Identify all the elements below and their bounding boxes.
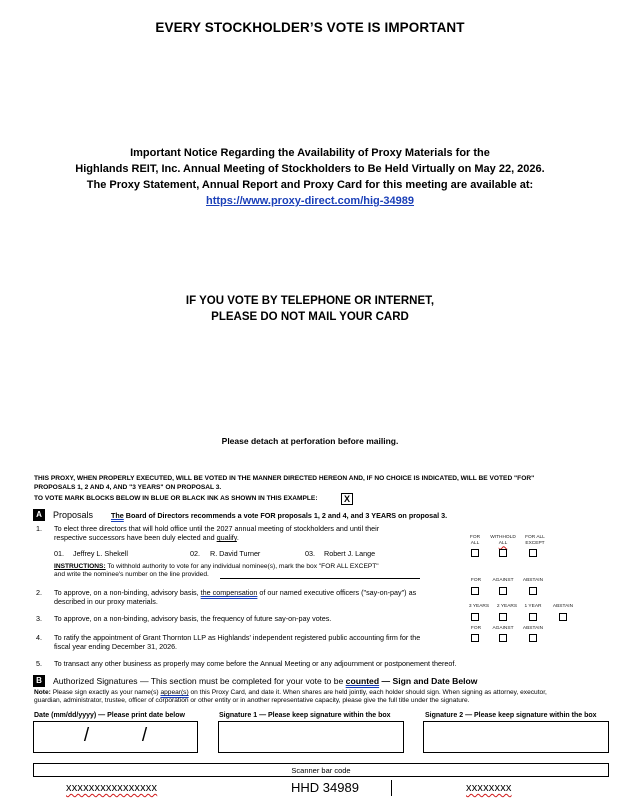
nominee-1-number: 01. (54, 549, 64, 558)
proposal-2-for-checkbox[interactable] (471, 587, 479, 595)
nominee-2-name: R. David Turner (210, 549, 261, 558)
col-label-p3-abstain: ABSTAIN (552, 604, 574, 609)
proposal-1-for-all-except-checkbox[interactable] (529, 549, 537, 557)
detach-notice: Please detach at perforation before mailing. (221, 436, 399, 446)
col-label-p4-for: FOR (470, 626, 482, 631)
proposal-3-text: To approve, on a non-binding, advisory basis, the frequency of future say-on-pay votes. (54, 614, 332, 623)
proposal-1-line-2a: respective successors have been duly elected and (54, 533, 217, 542)
board-recommendation-the: The (111, 511, 124, 520)
nominee-3-number: 03. (305, 549, 315, 558)
signature-2-label: Signature 2 — Please keep signature within the box (425, 712, 597, 719)
col-label-p2-for: FOR (470, 578, 482, 583)
proposal-2-line-1 (54, 588, 416, 597)
proxy-statement-line-3: TO VOTE MARK BLOCKS BELOW IN BLUE OR BLACK INK AS SHOWN IN THIS EXAMPLE: (34, 495, 318, 502)
date-slashes: / / (83, 725, 148, 746)
note-1c: on this Proxy Card, and date it. When shares are held jointly, each holder should sign. When signing as attorney, executor, (188, 689, 547, 696)
proposal-1-withhold-all-checkbox[interactable] (499, 549, 507, 557)
signature-1-box[interactable] (218, 721, 404, 753)
section-b-heading-c: — Sign and Date Below (379, 676, 478, 686)
section-b-heading (53, 676, 477, 686)
proposal-4-against-checkbox[interactable] (499, 634, 507, 642)
signature-note-line-1 (34, 689, 616, 697)
proposal-2-against-checkbox[interactable] (499, 587, 507, 595)
nominee-exception-line[interactable] (220, 578, 420, 579)
proposal-1-line-1: To elect three directors that will hold office until the 2027 annual meeting of stockholders and until their (54, 524, 380, 533)
signature-note-line-2: guardian, administrator, trustee, officer of corporation or other entity or in another representative capacity, please give the full title under the signature. (34, 697, 470, 704)
proposal-2-compensation: the compensation (200, 588, 258, 597)
proposal-3-abstain-checkbox[interactable] (559, 613, 567, 621)
proposal-5-text: To transact any other business as properly may come before the Annual Meeting or any adjournment or postponement thereof. (54, 659, 457, 668)
footer-right-code: xxxxxxxx (466, 782, 512, 794)
footer-left-code: xxxxxxxxxxxxxxxx (66, 782, 158, 794)
vote-warning (0, 293, 620, 325)
nominee-3-name: Robert J. Lange (324, 549, 376, 558)
col-label-p3-1-year: 1 YEAR (524, 604, 542, 609)
section-a-heading: Proposals (53, 510, 94, 520)
proposal-2-abstain-checkbox[interactable] (529, 587, 537, 595)
notice-block (0, 145, 620, 209)
instructions-label: INSTRUCTIONS: (54, 563, 106, 570)
proposal-1-for-all-checkbox[interactable] (471, 549, 479, 557)
col-label-p2-abstain: ABSTAIN (522, 578, 544, 583)
proposal-4-line-2: fiscal year ending December 31, 2026. (54, 642, 178, 651)
proposal-2-line-1c: of our named executive officers ("say-on-pay") as (257, 588, 417, 597)
proposal-2-line-1a: To approve, on a non-binding, advisory basis, (54, 588, 201, 597)
signature-2-box[interactable] (423, 721, 609, 753)
proposal-4-number: 4. (36, 633, 42, 642)
example-mark-box: X (341, 493, 353, 505)
col-label-p4-abstain: ABSTAIN (522, 626, 544, 631)
proposal-1-qualify: qualify (216, 533, 237, 542)
scanner-bar-code-label: Scanner bar code (291, 766, 351, 775)
note-label: Note: (34, 689, 51, 696)
proposal-1-instructions (54, 563, 379, 571)
section-b-badge: B (33, 675, 45, 687)
note-1a: Please sign exactly as your name(s) (50, 689, 161, 696)
proposal-4-for-checkbox[interactable] (471, 634, 479, 642)
note-appears: appear(s) (160, 689, 189, 696)
proposal-2-line-2: described in our proxy materials. (54, 597, 158, 606)
page-title: EVERY STOCKHOLDER’S VOTE IS IMPORTANT (155, 20, 465, 35)
proposal-3-number: 3. (36, 614, 42, 623)
col-label-p2-against: AGAINST (492, 578, 514, 583)
vote-warning-line-2: PLEASE DO NOT MAIL YOUR CARD (211, 311, 409, 323)
instructions-text: To withhold authority to vote for any individual nominee(s), mark the box "FOR ALL EXCEPT" (105, 563, 379, 570)
proxy-materials-link[interactable]: https://www.proxy-direct.com/hig-34989 (205, 195, 415, 207)
proxy-statement-line-1: THIS PROXY, WHEN PROPERLY EXECUTED, WILL BE VOTED IN THE MANNER DIRECTED HEREON AND, IF NO CHOICE IS INDICATED, WILL BE VOTED "FOR" (34, 475, 535, 482)
footer-center-code: HHD 34989 (291, 780, 359, 795)
col-label-withhold-all: WITHHOLD ALL (490, 535, 516, 546)
proposal-1-number: 1. (36, 524, 42, 533)
date-label: Date (mm/dd/yyyy) — Please print date below (34, 712, 185, 719)
signature-1-label: Signature 1 — Please keep signature within the box (219, 712, 391, 719)
section-a-badge: A (33, 509, 45, 521)
notice-line-1: Important Notice Regarding the Availability of Proxy Materials for the (130, 147, 490, 159)
notice-line-3: The Proxy Statement, Annual Report and Proxy Card for this meeting are available at: (86, 179, 534, 191)
proxy-statement-line-2: PROPOSALS 1, 2 AND 4, AND "3 YEARS" ON PROPOSAL 3. (34, 484, 222, 491)
col-label-p4-against: AGAINST (492, 626, 514, 631)
proposal-1-line-2 (54, 533, 239, 542)
nominee-2-number: 02. (190, 549, 200, 558)
proposal-3-3-years-checkbox[interactable] (471, 613, 479, 621)
proposal-2-number: 2. (36, 588, 42, 597)
board-recommendation (111, 511, 447, 520)
proposal-3-1-year-checkbox[interactable] (529, 613, 537, 621)
col-label-for-all-except: FOR ALL EXCEPT (525, 535, 545, 546)
nominee-1-name: Jeffrey L. Shekell (73, 549, 129, 558)
notice-line-2: Highlands REIT, Inc. Annual Meeting of Stockholders to Be Held Virtually on May 22, 2026. (75, 163, 545, 175)
footer-divider (391, 780, 392, 796)
vote-warning-line-1: IF YOU VOTE BY TELEPHONE OR INTERNET, (185, 295, 435, 307)
proposal-4-line-1: To ratify the appointment of Grant Thornton LLP as Highlands' independent registered public accounting firm for the (54, 633, 421, 642)
board-recommendation-text: Board of Directors recommends a vote FOR proposals 1, 2 and 4, and 3 YEARS on proposal 3. (123, 511, 448, 520)
col-label-p3-2-years: 2 YEARS (496, 604, 518, 609)
proposal-1-instructions-line-2: and write the nominee's number on the line provided. (54, 571, 209, 578)
proposal-4-abstain-checkbox[interactable] (529, 634, 537, 642)
proposal-5-number: 5. (36, 659, 42, 668)
proposal-1-line-2c: . (236, 533, 239, 542)
section-b-heading-a: Authorized Signatures — This section must be completed for your vote to be (53, 676, 346, 686)
col-label-for-all: FOR ALL (469, 535, 481, 546)
section-b-counted: counted (345, 676, 380, 686)
col-label-p3-3-years: 3 YEARS (468, 604, 490, 609)
proposal-3-2-years-checkbox[interactable] (499, 613, 507, 621)
